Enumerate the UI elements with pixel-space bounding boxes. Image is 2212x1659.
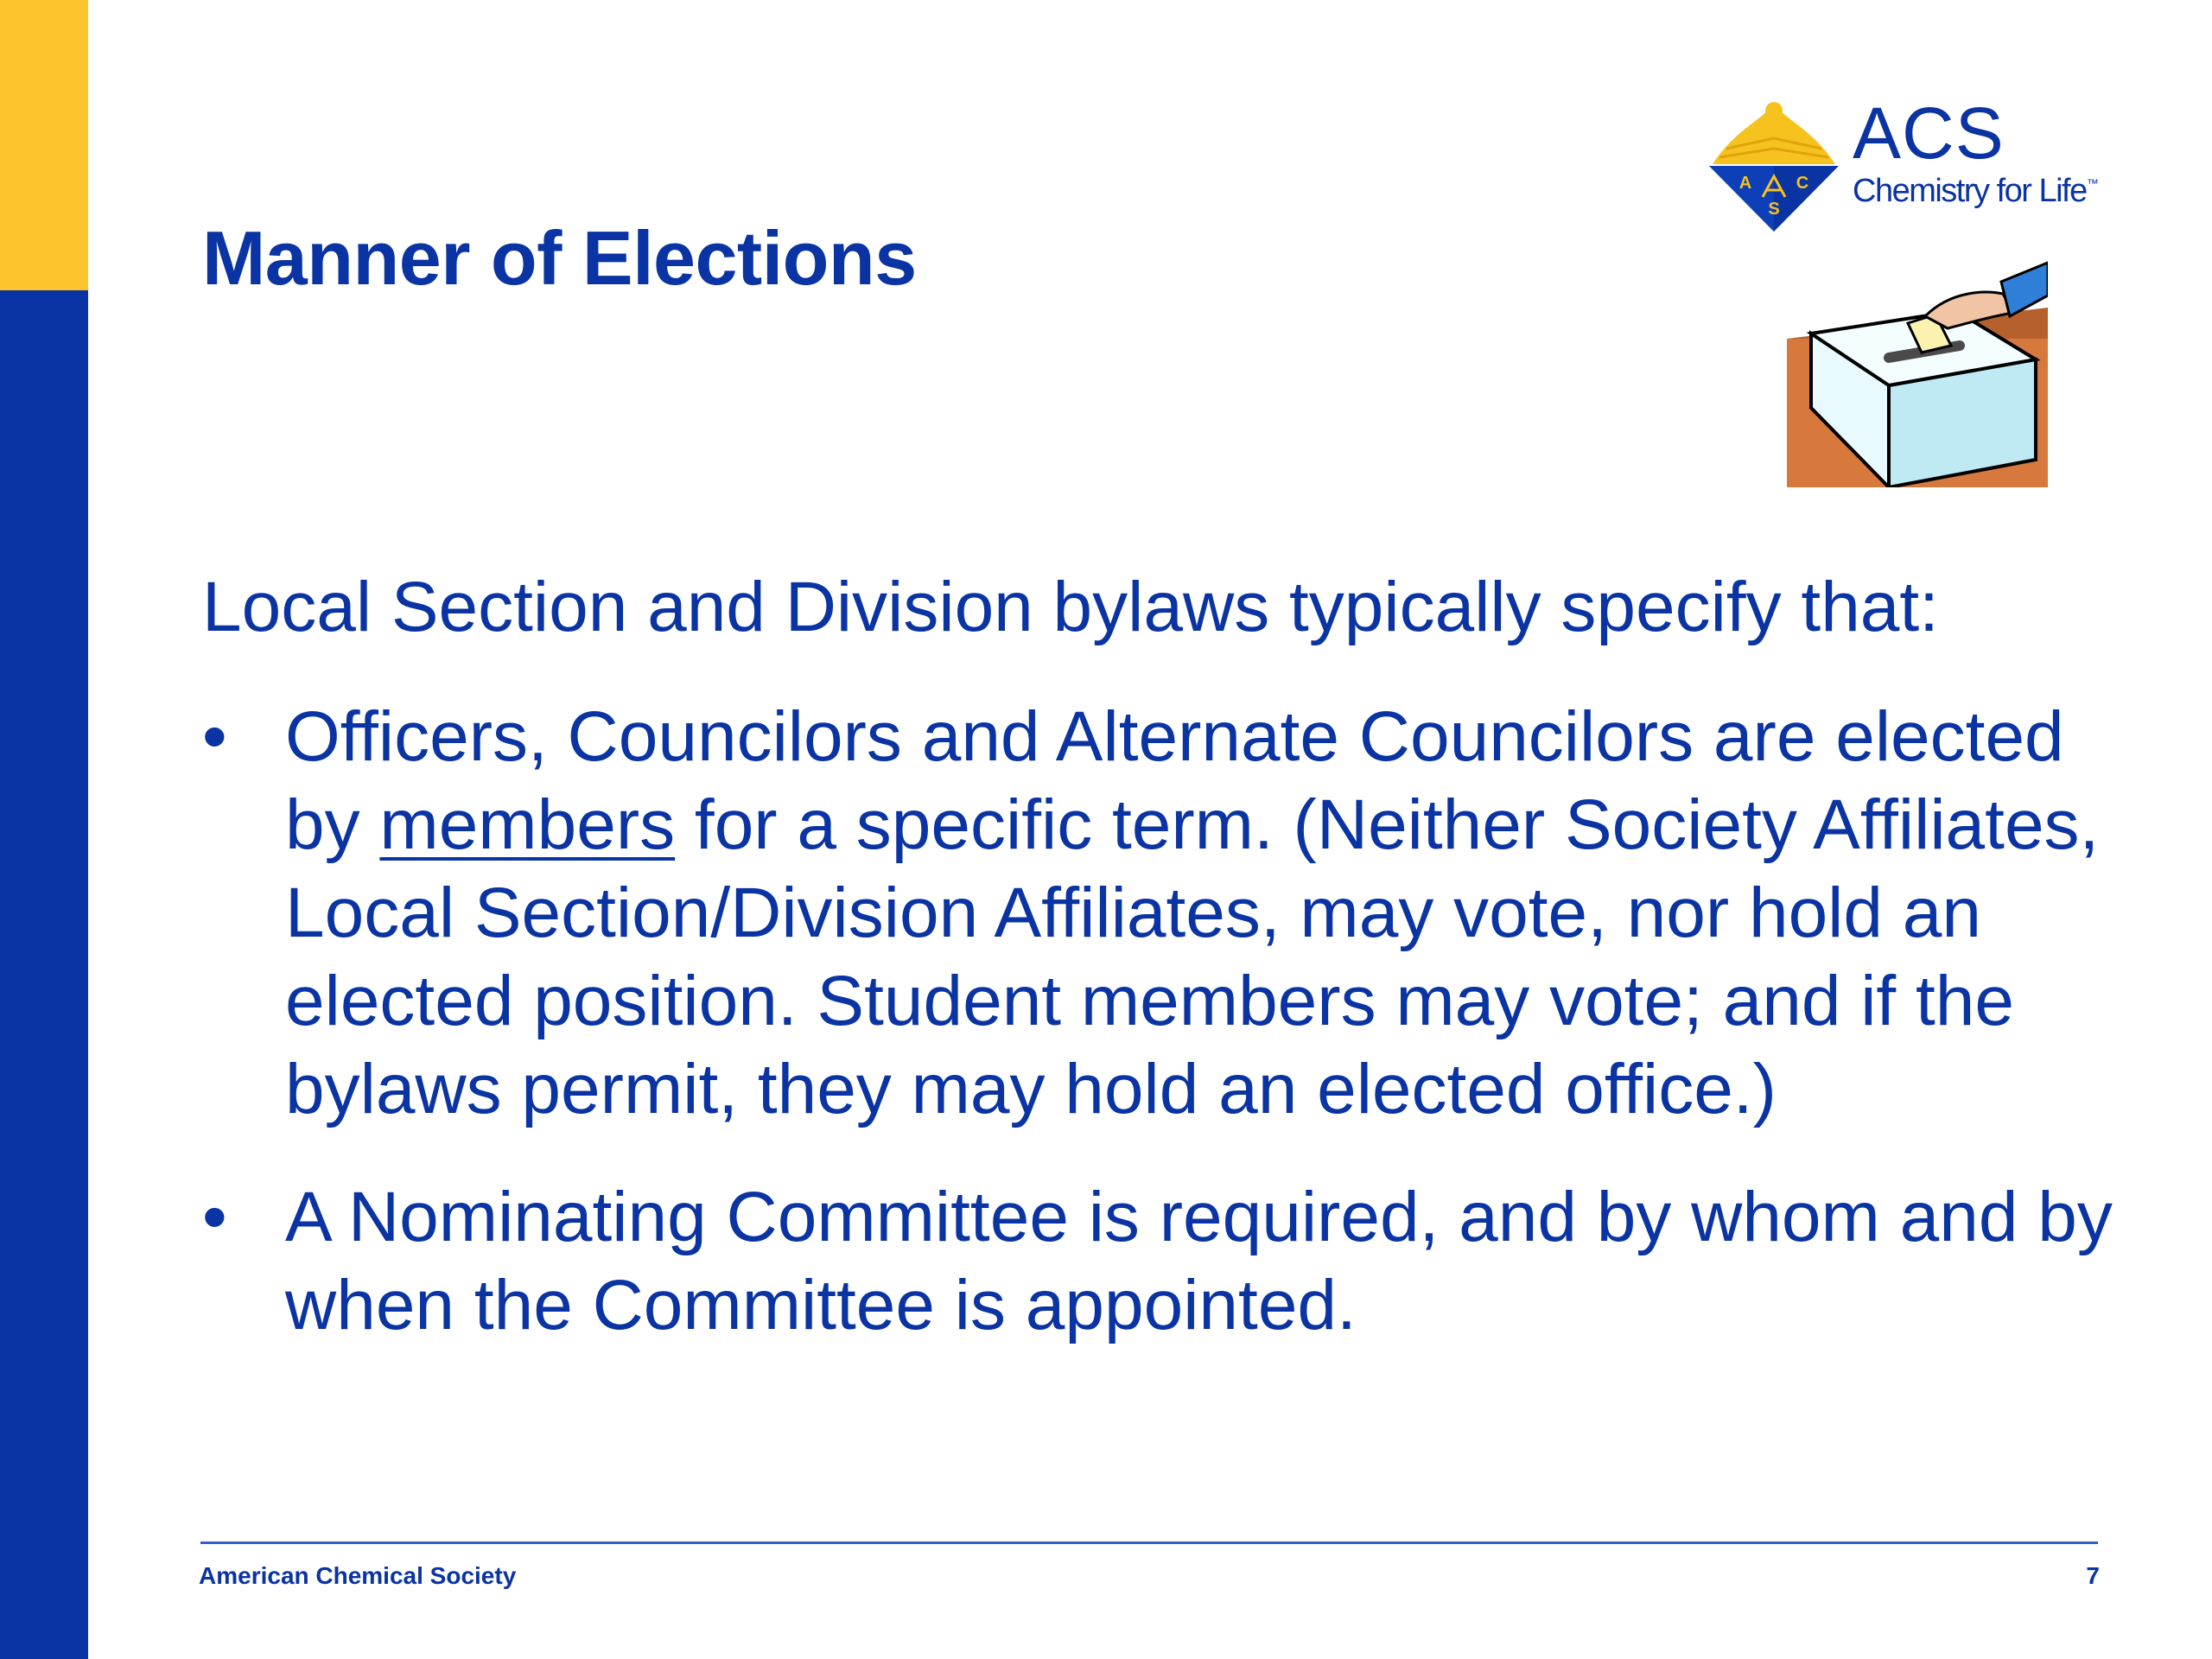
left-accent-bar-yellow <box>0 0 88 290</box>
underlined-members: members <box>379 785 676 864</box>
footer-divider <box>200 1541 2098 1544</box>
bullet-text: A Nominating Committee is required, and by whom and by when the Committee is appointed. <box>285 1178 2113 1344</box>
ballot-box-icon <box>1787 256 2048 487</box>
bullet-text-start: Officers, Councilors and Alternate Councilors are elected by <box>285 697 2064 864</box>
bullet-item-officers <box>202 693 2138 1134</box>
bullet-marker: • <box>202 1178 227 1256</box>
bullet-item-nominating-committee <box>202 1173 2138 1350</box>
acs-logo <box>1700 92 2133 242</box>
footer-organization: American Chemical Society <box>199 1562 517 1589</box>
intro-text: Local Section and Division bylaws typically specify that: <box>202 568 1939 646</box>
emblem-letter-c: C <box>1796 174 1809 193</box>
slide-body <box>202 563 2138 1389</box>
bullet-marker: • <box>202 697 227 776</box>
emblem-letter-a: A <box>1738 174 1752 193</box>
trademark-symbol: ™ <box>2086 176 2098 190</box>
bullet-text-end: for a specific term. (Neither Society Affiliates, Local Section/Division Affiliates, may vote, nor hold an elected position. Student members may vote; and if the bylaws permit, they may hold an elected office.) <box>285 785 2100 1128</box>
slide-title: Manner of Elections <box>202 215 917 301</box>
emblem-letter-s: S <box>1768 200 1780 219</box>
bullet-list <box>202 693 2138 1350</box>
page-number: 7 <box>2086 1562 2100 1589</box>
logo-tagline <box>1853 173 2097 210</box>
logo-tagline-text: Chemistry for Life <box>1853 173 2087 209</box>
logo-wordmark: ACS <box>1853 92 2005 174</box>
acs-emblem-icon <box>1700 95 1847 242</box>
